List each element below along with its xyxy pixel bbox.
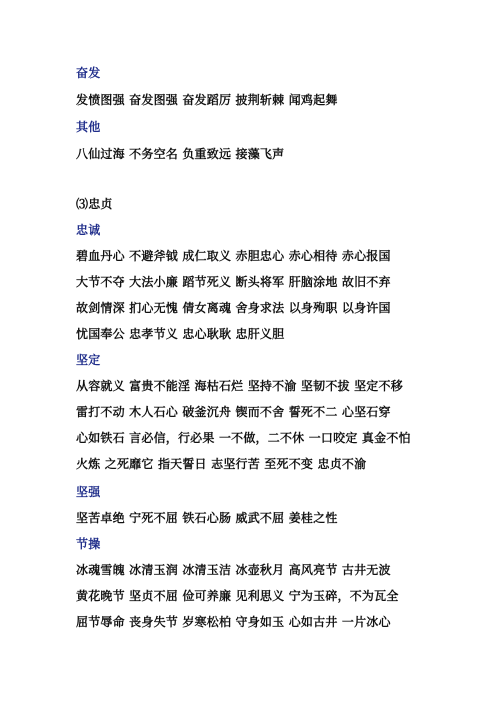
heading-fenfa: 奋发 [76,66,101,80]
idiom-line: 八仙过海 不务空名 负重致远 接藻飞声 [76,147,285,161]
idiom-line: 碧血丹心 不避斧钺 成仁取义 赤胆忠心 赤心相待 赤心报国 [76,249,391,263]
idiom-line: 大节不夺 大法小廉 蹈节死义 断头将军 肝脑涂地 故旧不弃 [76,275,391,289]
idiom-line: 从容就义 富贵不能淫 海枯石烂 坚持不渝 坚韧不拔 坚定不移 [76,379,403,393]
idiom-line: 故剑情深 扪心无愧 倩女离魂 舍身求法 以身殉职 以身许国 [76,301,391,315]
heading-jiecao: 节操 [76,537,101,551]
heading-jianding: 坚定 [76,353,101,367]
idiom-line: 火炼 之死靡它 指天誓日 志坚行苦 至死不变 忠贞不渝 [76,457,367,471]
idiom-line: 心如铁石 言必信，行必果 一不做，二不休 一口咬定 真金不怕 [76,431,411,445]
heading-zhongcheng: 忠诚 [76,223,101,237]
idiom-line: 屈节辱命 丧身失节 岁寒松柏 守身如玉 心如古井 一片冰心 [76,615,391,629]
heading-qita: 其他 [76,120,101,134]
idiom-line: 忧国奉公 忠孝节义 忠心耿耿 忠肝义胆 [76,327,285,341]
idiom-line: 坚苦卓绝 宁死不屈 铁石心肠 威武不屈 姜桂之性 [76,511,338,525]
section-title-zhongzhen: ⑶忠贞 [76,197,113,211]
idiom-line: 发愤图强 奋发图强 奋发蹈厉 披荆斩棘 闻鸡起舞 [76,93,338,107]
idiom-line: 雷打不动 木人石心 破釜沉舟 锲而不舍 誓死不二 心坚石穿 [76,405,391,419]
idiom-line: 冰魂雪魄 冰清玉润 冰清玉洁 冰壶秋月 高风亮节 古井无波 [76,563,391,577]
idiom-line: 黄花晚节 坚贞不屈 俭可养廉 见利思义 宁为玉碎，不为瓦全 [76,589,399,603]
heading-jianqiang: 坚强 [76,485,101,499]
